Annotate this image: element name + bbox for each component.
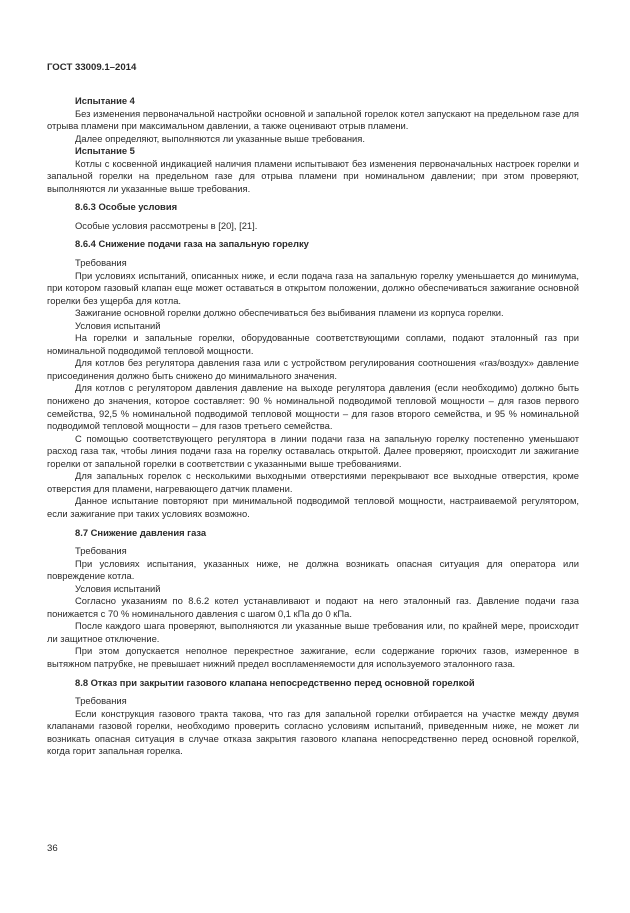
paragraph: При условиях испытаний, описанных ниже, и если подача газа на запальную горелку уменьшается до минимума, при котором газовый клапан еще может оставаться в открытом положении, должно обеспечиваться зажигание основной горелки без ущерба для котла. bbox=[47, 269, 579, 306]
section-heading: 8.6.4 Снижение подачи газа на запальную горелку bbox=[75, 238, 309, 250]
paragraph: После каждого шага проверяют, выполняются ли указанные выше требования или, по крайней мере, происходит ли защитное отключение. bbox=[47, 620, 579, 644]
paragraph: Особые условия рассмотрены в [20], [21]. bbox=[75, 219, 258, 231]
page-number: 36 bbox=[47, 843, 58, 854]
paragraph: Требования bbox=[75, 545, 127, 557]
paragraph: Для котлов с регулятором давления давление на выходе регулятора давления (если необходимо) должно быть понижено до значения, которое составляет: 90 % номинальной подводимой тепловой мощности – для газов первого семейства, 92,5 % номинальной подводимой тепловой мощности – для газов второго семейства, и 95 % номинальной подводимой тепловой мощности – для газов третьего семейства. bbox=[47, 382, 579, 432]
paragraph: Требования bbox=[75, 695, 127, 707]
standard-header: ГОСТ 33009.1–2014 bbox=[47, 62, 137, 73]
paragraph: Зажигание основной горелки должно обеспечиваться без выбивания пламени из корпуса горелки. bbox=[75, 307, 504, 319]
paragraph: При условиях испытания, указанных ниже, не должна возникать опасная ситуация для оператора или повреждение котла. bbox=[47, 557, 579, 582]
paragraph: Для запальных горелок с несколькими выходными отверстиями перекрывают все выходные отверстия, кроме отверстия для пламени, нагревающего датчик пламени. bbox=[47, 470, 579, 494]
paragraph: Без изменения первоначальной настройки основной и запальной горелок котел запускают на предельном газе для отрыва пламени при максимальном давлении, а также оценивают отрыв пламени. bbox=[47, 107, 579, 132]
test-heading: Испытание 4 bbox=[75, 95, 135, 106]
section-heading: 8.6.3 Особые условия bbox=[75, 201, 178, 213]
paragraph: Если конструкция газового тракта такова, что газ для запальной горелки отбирается на участке между двумя клапанами газовой горелки, необходимо проверить согласно условиям испытаний, приведенным ниже, не может ли возникать опасная ситуация в случае отказа закрытия газового клапана непосредственно перед основной горелкой, когда горит запальная горелка. bbox=[47, 707, 579, 757]
paragraph: Условия испытаний bbox=[75, 319, 161, 331]
section-heading: 8.7 Снижение давления газа bbox=[75, 526, 207, 538]
paragraph: На горелки и запальные горелки, оборудованные соответствующими соплами, подают эталонный газ при номинальной подводимой тепловой мощности. bbox=[47, 332, 579, 356]
test-heading: Испытание 5 bbox=[75, 145, 135, 157]
paragraph: С помощью соответствующего регулятора в линии подачи газа на запальную горелку постепенно уменьшают расход газа так, чтобы линия подачи газа на горелку оставалась открытой. Далее проверяют, происходит ли зажигание горелки от запальной горелки в соответствии с указанными выше требованиями. bbox=[47, 432, 579, 469]
section-heading: 8.8 Отказ при закрытии газового клапана непосредственно перед основной горелкой bbox=[75, 676, 475, 688]
paragraph: Далее определяют, выполняются ли указанные выше требования. bbox=[75, 132, 365, 144]
paragraph: Для котлов без регулятора давления газа или с устройством регулирования соотношения «газ/воздух» давление присоединения должно быть снижено до минимального значения. bbox=[47, 357, 579, 381]
paragraph: Требования bbox=[75, 257, 127, 269]
paragraph: Котлы с косвенной индикацией наличия пламени испытывают без изменения первоначальных настроек горелки и запальной горелки на предельном газе для отрыва пламени при номинальном давлении; при этом проверяют, выполняются ли указанные выше требования. bbox=[47, 157, 579, 194]
paragraph: При этом допускается неполное перекрестное зажигание, если содержание горючих газов, измеренное в вытяжном патрубке, не превышает нижний предел воспламеняемости для используемого эталонного газа. bbox=[47, 645, 579, 669]
paragraph: Согласно указаниям по 8.6.2 котел устанавливают и подают на него эталонный газ. Давление подачи газа понижается с 70 % номинального давления с шагом 0,1 кПа до 0 кПа. bbox=[47, 595, 579, 619]
document-body bbox=[47, 95, 579, 758]
paragraph: Условия испытаний bbox=[75, 582, 161, 594]
paragraph: Данное испытание повторяют при минимальной подводимой тепловой мощности, настраиваемой регулятором, если зажигание при таких условиях возможно. bbox=[47, 495, 579, 519]
